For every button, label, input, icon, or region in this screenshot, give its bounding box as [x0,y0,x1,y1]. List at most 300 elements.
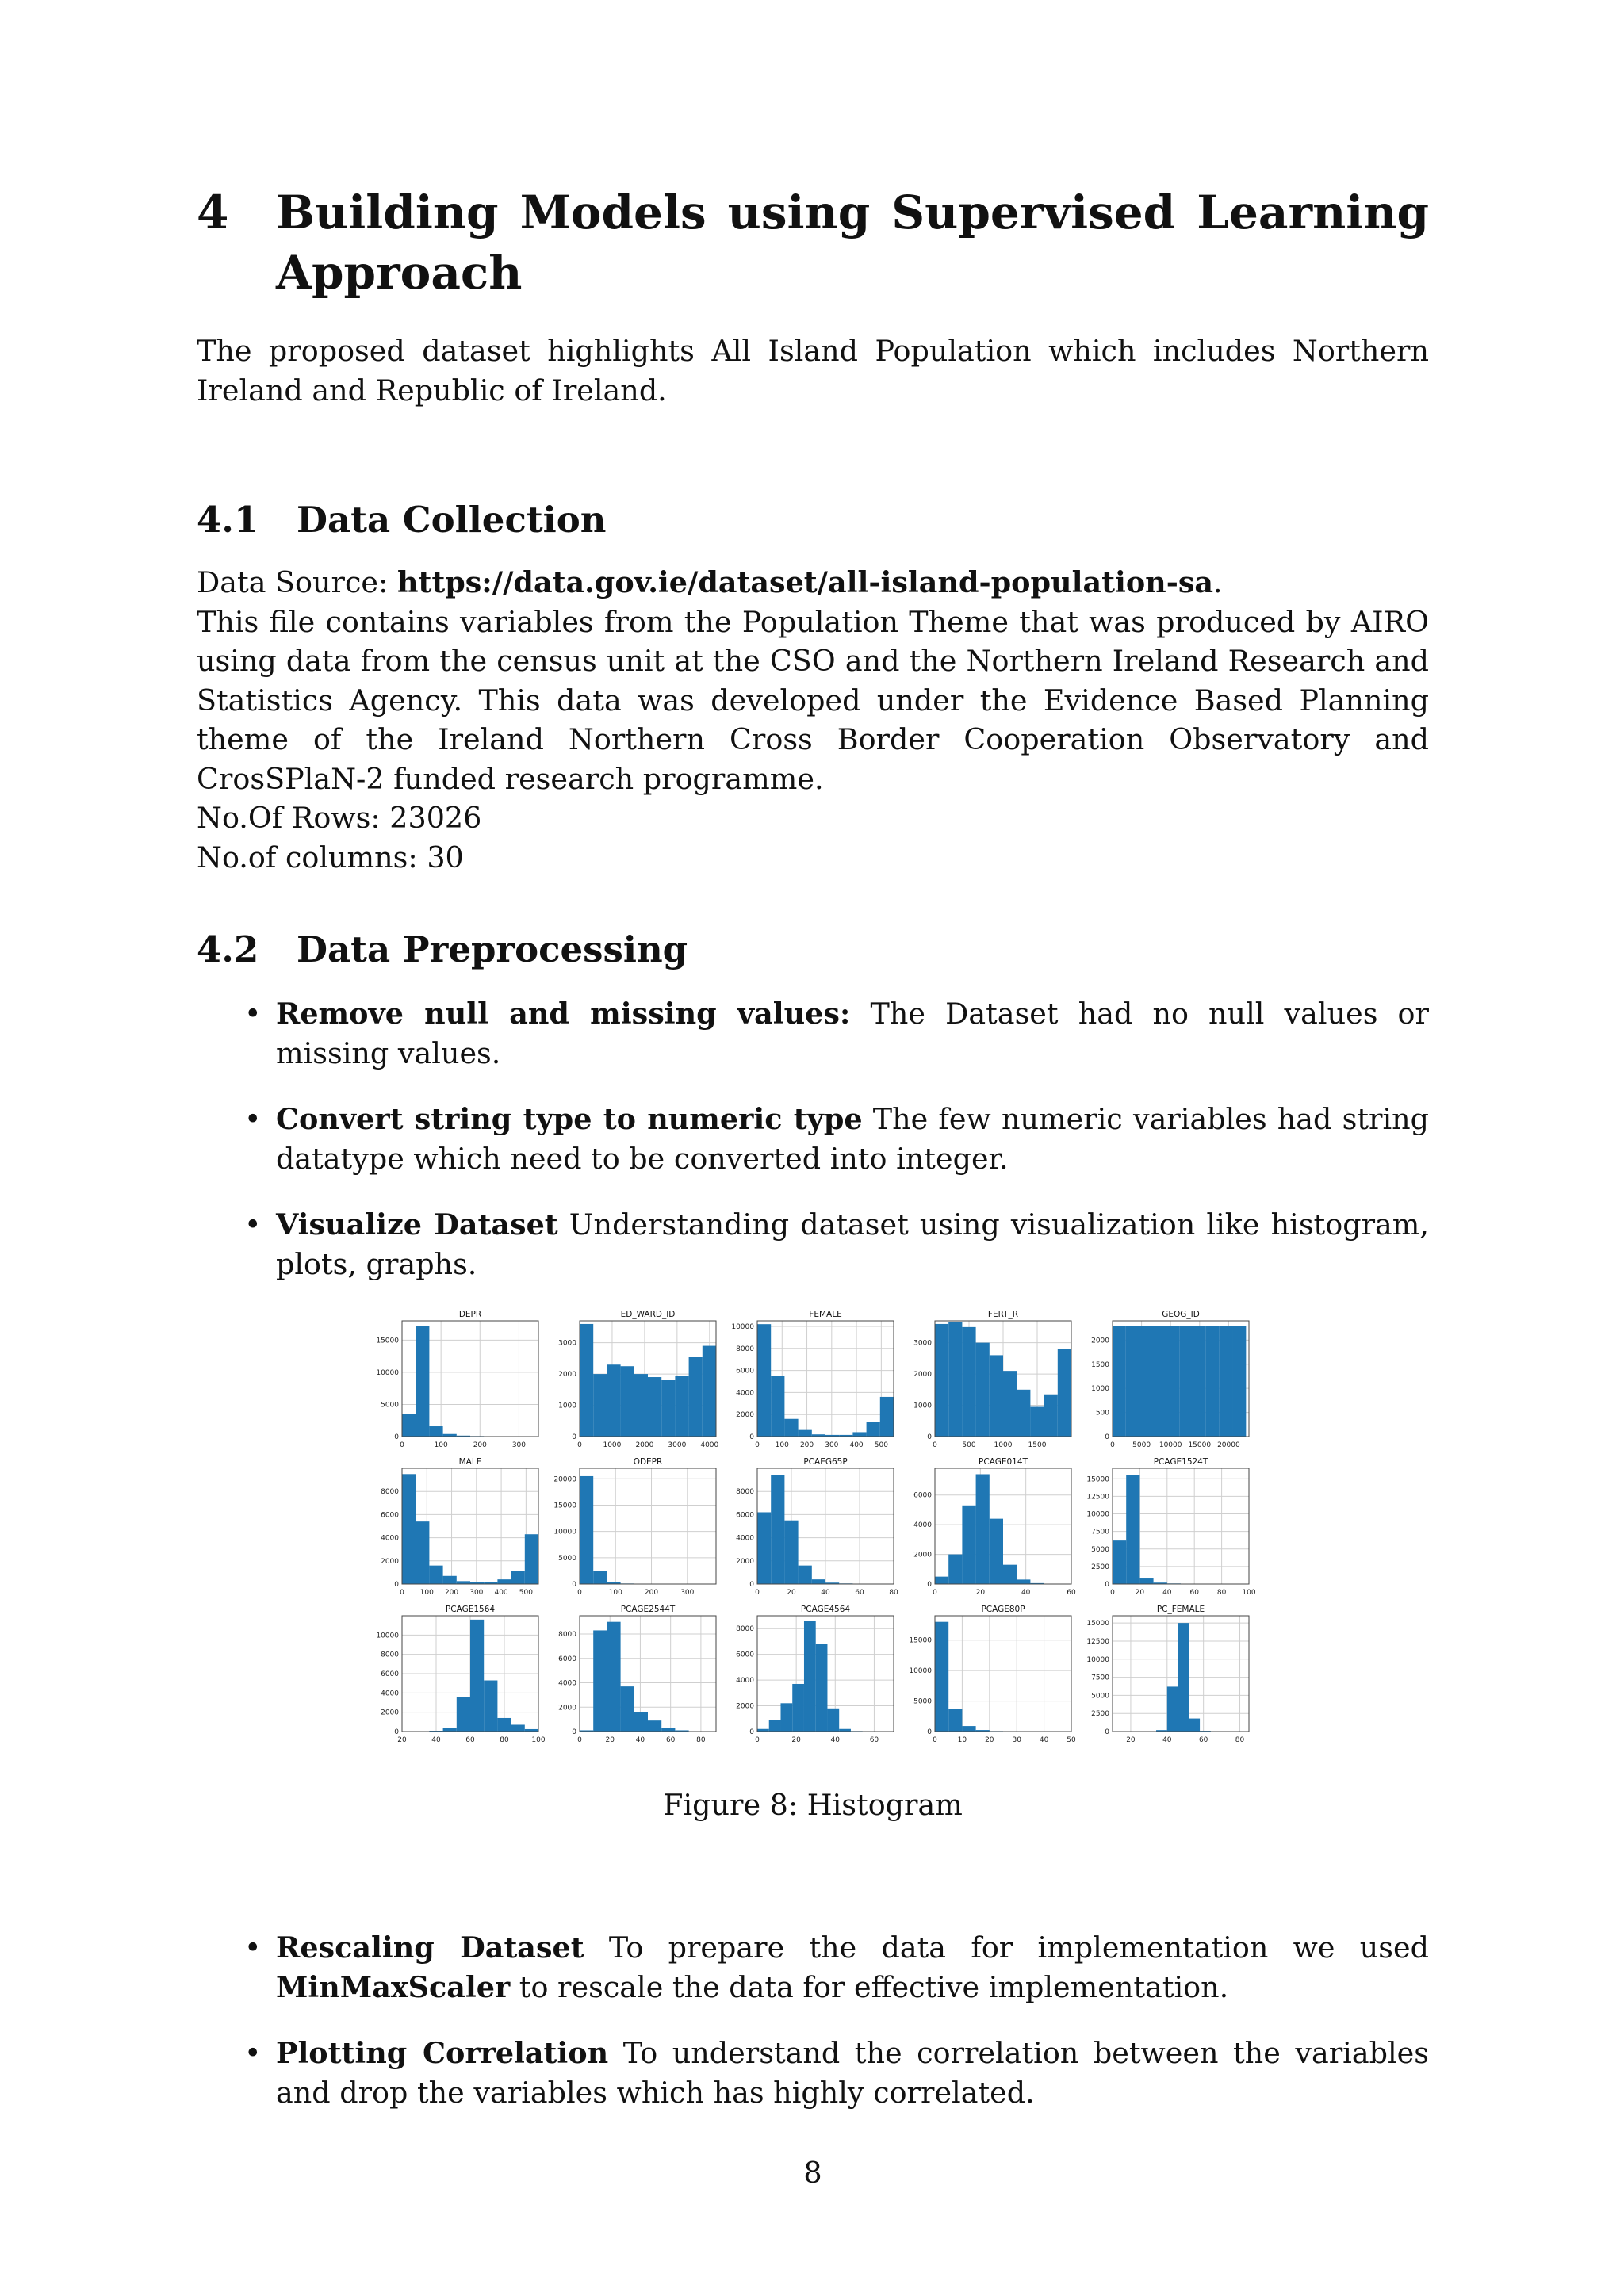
histogram-bar [962,1506,975,1584]
y-tick-label: 0 [1105,1728,1109,1736]
y-tick-label: 6000 [736,1651,754,1659]
histogram-bar [1167,1686,1178,1732]
histogram-bar [511,1724,525,1732]
y-tick-label: 8000 [736,1625,754,1634]
histogram-bar [607,1622,620,1732]
histogram-bar [880,1397,894,1437]
histogram-grid [367,1307,1255,1751]
histogram-bar [1139,1578,1153,1584]
histogram-bar [621,1366,634,1437]
y-tick-label: 5000 [381,1401,399,1410]
x-tick-label: 20 [975,1589,986,1597]
y-tick-label: 10000 [731,1322,754,1331]
x-tick-label: 20 [791,1736,801,1744]
histogram-bar [429,1426,442,1437]
histogram-bar [661,1728,675,1732]
x-tick-label: 80 [500,1736,509,1744]
y-tick-label: 10000 [909,1667,932,1676]
histogram-pcage80p [909,1605,1076,1744]
y-tick-label: 6000 [914,1491,932,1500]
histogram-bar [634,1712,648,1732]
y-tick-label: 1500 [1091,1360,1109,1369]
x-tick-label: 0 [577,1736,582,1744]
y-tick-label: 12500 [1086,1637,1109,1646]
y-tick-label: 0 [572,1433,576,1441]
chart-title: FERT_R [987,1310,1019,1319]
x-tick-label: 100 [434,1441,448,1449]
histogram-bar [484,1681,497,1732]
x-tick-label: 60 [1189,1589,1199,1597]
x-tick-label: 300 [825,1441,839,1449]
chart-title: GEOG_ID [1162,1310,1200,1319]
histogram-bar [593,1571,607,1584]
y-tick-label: 10000 [1086,1655,1109,1664]
columns-value: 30 [427,840,464,874]
x-tick-label: 200 [444,1589,459,1597]
histogram-bar [580,1324,593,1437]
histogram-bar [661,1380,675,1437]
y-tick-label: 0 [1105,1581,1109,1589]
histogram-pcage1524t [1086,1457,1255,1597]
y-tick-label: 15000 [909,1636,932,1645]
x-tick-label: 40 [635,1736,645,1744]
x-tick-label: 400 [494,1589,508,1597]
y-tick-label: 0 [927,1433,932,1441]
x-tick-label: 2000 [635,1441,654,1449]
histogram-bar [457,1697,470,1732]
histogram-bar [1193,1326,1206,1437]
subsection-title: Data Collection [297,499,607,541]
y-tick-label: 4000 [914,1521,932,1530]
histogram-bar [799,1430,812,1437]
y-tick-label: 2500 [1091,1563,1109,1571]
y-tick-label: 6000 [381,1670,399,1678]
x-tick-label: 60 [855,1589,864,1597]
chart-title: ED_WARD_ID [620,1310,676,1319]
x-tick-label: 0 [577,1589,582,1597]
rows-label: No.Of Rows: [197,801,381,835]
y-tick-label: 10000 [1086,1510,1109,1519]
bullet-icon: • [244,1207,262,1242]
y-tick-label: 7500 [1091,1528,1109,1536]
y-tick-label: 2000 [914,1371,932,1380]
histogram-pcage1564 [376,1605,545,1744]
x-tick-label: 40 [1039,1736,1049,1744]
x-tick-label: 60 [1198,1736,1208,1744]
bullet-icon: • [244,997,262,1031]
y-tick-label: 2000 [736,1702,754,1711]
y-tick-label: 8000 [558,1631,576,1640]
y-tick-label: 2000 [914,1551,932,1559]
histogram-bar [1189,1719,1200,1732]
chart-title: MALE [458,1457,482,1467]
bullet-text: Understanding dataset using visualization like histogram, plots, graphs. [276,1207,1429,1281]
x-tick-label: 60 [665,1736,676,1744]
x-tick-label: 1500 [1028,1441,1047,1449]
histogram-bar [1113,1540,1126,1584]
subsection-number: 4.2 [197,928,259,970]
x-tick-label: 10000 [1159,1441,1182,1449]
bullet-text: To prepare the data for implementation we used [584,1931,1429,1965]
x-tick-label: 15000 [1188,1441,1212,1449]
source-label: Data Source: [197,565,389,599]
x-tick-label: 0 [400,1589,404,1597]
y-tick-label: 8000 [736,1488,754,1497]
histogram-pc-female [1086,1605,1249,1744]
histogram-bar [402,1474,416,1584]
y-tick-label: 2000 [558,1704,576,1712]
y-tick-label: 8000 [381,1488,399,1497]
y-tick-label: 5000 [1091,1692,1109,1701]
histogram-bar [429,1566,442,1584]
histogram-bar [757,1512,771,1584]
histogram-bar [416,1326,429,1437]
y-tick-label: 2500 [1091,1710,1109,1719]
y-tick-label: 10000 [553,1528,576,1536]
histogram-bar [935,1577,948,1584]
histogram-bar [648,1377,661,1437]
y-tick-label: 1000 [558,1402,576,1410]
bullet-text: To understand the correlation between the variables and drop the variables which has highly correlated. [276,2036,1429,2110]
dataset-description: This file contains variables from the Population Theme that was produced by AIRO using data from the census unit at the CSO and the Northern Ireland Research and Statistics Agency. This data was developed under the Evidence Based Planning theme of the Ireland Northern Cross Border Cooperation Observatory and CrosSPlaN-2 funded research programme. [197,604,1429,796]
x-tick-label: 0 [933,1589,937,1597]
histogram-male [381,1457,538,1597]
histogram-bar [1017,1390,1030,1437]
x-tick-label: 20 [1135,1589,1145,1597]
histogram-bar [1113,1326,1126,1437]
x-tick-label: 300 [680,1589,695,1597]
x-tick-label: 4000 [700,1441,719,1449]
x-tick-label: 0 [1110,1589,1115,1597]
histogram-bar [634,1374,648,1437]
histogram-bar [457,1581,470,1584]
chart-title: FEMALE [809,1310,842,1319]
y-tick-label: 5000 [558,1554,576,1563]
histogram-bar [784,1419,798,1437]
histogram-bar [1206,1326,1220,1437]
section-title: Building Models using Supervised Learning Approach [276,186,1429,300]
histogram-bar [593,1374,607,1437]
y-tick-label: 15000 [1086,1620,1109,1628]
histogram-bar [935,1324,948,1437]
histogram-bar [816,1644,828,1732]
x-tick-label: 500 [519,1589,533,1597]
y-tick-label: 8000 [736,1345,754,1353]
y-tick-label: 2000 [1091,1337,1109,1345]
histogram-geog-id [1091,1310,1249,1449]
histogram-bar [799,1566,812,1584]
y-tick-label: 3000 [558,1339,576,1348]
histogram-odepr [553,1457,716,1597]
y-tick-label: 6000 [558,1655,576,1663]
x-tick-label: 40 [821,1589,830,1597]
bullet-icon: • [244,1931,262,1965]
y-tick-label: 2000 [736,1411,754,1420]
x-tick-label: 40 [1162,1736,1172,1744]
x-tick-label: 500 [962,1441,976,1449]
y-tick-label: 0 [394,1581,399,1589]
histogram-bar [769,1720,781,1732]
bullet-heading: Convert string type to numeric type [276,1102,863,1136]
y-tick-label: 0 [749,1728,754,1736]
histogram-bar [784,1521,798,1584]
y-tick-label: 6000 [381,1511,399,1520]
histogram-bar [1178,1623,1189,1732]
chart-title: PCAGE4564 [800,1605,851,1614]
y-tick-label: 12500 [1086,1493,1109,1502]
histogram-bar [812,1579,825,1584]
y-tick-label: 4000 [381,1534,399,1543]
x-tick-label: 100 [1242,1589,1255,1597]
y-tick-label: 10000 [376,1632,399,1640]
histogram-bar [443,1576,457,1584]
x-tick-label: 20 [1126,1736,1136,1744]
intro-paragraph: The proposed dataset highlights All Island Population which includes Northern Ireland and Republic of Ireland. [197,334,1429,408]
x-tick-label: 0 [755,1736,760,1744]
y-tick-label: 3000 [914,1339,932,1348]
histogram-figure [367,1307,1255,1751]
x-tick-label: 30 [1012,1736,1021,1744]
chart-title: PCAGE2544T [620,1605,676,1614]
chart-title: ODEPR [633,1457,663,1467]
subsection-title: Data Preprocessing [297,928,688,970]
histogram-pcage2544t [558,1605,716,1744]
y-tick-label: 0 [927,1581,932,1589]
x-tick-label: 1000 [994,1441,1013,1449]
x-tick-label: 60 [465,1736,475,1744]
histogram-pcage4564 [736,1605,894,1744]
histogram-bar [1139,1326,1153,1437]
histogram-bar [1017,1579,1030,1584]
histogram-bar [416,1521,429,1584]
histogram-bar [497,1718,511,1732]
x-tick-label: 100 [531,1736,546,1744]
x-tick-label: 500 [874,1441,888,1449]
x-tick-label: 0 [1110,1441,1115,1449]
histogram-bar [703,1346,716,1437]
histogram-bar [990,1355,1003,1437]
histogram-bar [470,1620,484,1732]
y-tick-label: 1000 [914,1402,932,1410]
y-tick-label: 2000 [558,1371,576,1380]
x-tick-label: 0 [400,1441,404,1449]
histogram-pcaeg65p [736,1457,898,1597]
histogram-bar [1030,1407,1044,1437]
figure-caption: Figure 8: Histogram [663,1788,963,1822]
histogram-bar [648,1720,661,1732]
histogram-bar [771,1376,784,1437]
chart-title: PCAEG65P [803,1457,848,1467]
histogram-bar [689,1357,703,1437]
histogram-bar [497,1579,511,1584]
histogram-bar [1153,1326,1166,1437]
histogram-bar [976,1343,990,1437]
histogram-bar [962,1726,975,1732]
histogram-bar [607,1364,620,1437]
histogram-bar [621,1686,634,1732]
histogram-bar [990,1519,1003,1584]
x-tick-label: 40 [1162,1589,1172,1597]
source-url[interactable]: https://data.gov.ie/dataset/all-island-population-sa [396,565,1214,599]
bullet-text: The Dataset had no null values or missing values. [276,997,1429,1070]
data-collection-paragraph: Data Source: https://data.gov.ie/dataset/all-island-population-sa. This file contains variables from the Population Theme that was produced by AIRO using data from the census unit at the CSO and the Northern Ireland Research and Statistics Agency. This data was developed under the Evidence Based Planning theme of the Ireland Northern Cross Border Cooperation Observatory and CrosSPlaN-2 funded research programme. No.Of Rows: 23026 No.of columns: 30 [197,565,1429,874]
histogram-bar [1220,1326,1233,1437]
y-tick-label: 5000 [914,1697,932,1706]
histogram-bar [1126,1475,1139,1584]
x-tick-label: 20 [397,1736,407,1744]
x-tick-label: 80 [1235,1736,1245,1744]
y-tick-label: 4000 [381,1689,399,1698]
histogram-bar [771,1475,784,1584]
histogram-bar [1126,1326,1139,1437]
x-tick-label: 100 [608,1589,622,1597]
histogram-ed-ward-id [558,1310,718,1449]
y-tick-label: 2000 [381,1557,399,1566]
histogram-bar [675,1376,688,1437]
y-tick-label: 2000 [736,1557,754,1566]
x-tick-label: 40 [431,1736,441,1744]
x-tick-label: 0 [577,1441,582,1449]
y-tick-label: 5000 [1091,1545,1109,1554]
bullet-bold-term: MinMaxScaler [276,1969,511,2004]
histogram-depr [376,1310,538,1449]
chart-title: PCAGE1564 [445,1605,496,1614]
histogram-bar [780,1703,792,1732]
bullet-heading: Rescaling Dataset [276,1931,584,1965]
x-tick-label: 20 [787,1589,796,1597]
histogram-bar [948,1322,962,1437]
x-tick-label: 300 [511,1441,527,1449]
x-tick-label: 20000 [1217,1441,1240,1449]
x-tick-label: 1000 [603,1441,622,1449]
histogram-bar [402,1414,416,1437]
y-tick-label: 500 [1095,1409,1109,1418]
histogram-bar [593,1630,607,1732]
histogram-bar [792,1684,804,1732]
histogram-bar [1044,1395,1058,1437]
chart-title: PC_FEMALE [1156,1605,1205,1614]
bullet-heading: Plotting Correlation [276,2036,609,2070]
x-tick-label: 200 [799,1441,814,1449]
histogram-bar [1233,1326,1247,1437]
x-tick-label: 0 [933,1736,937,1744]
y-tick-label: 6000 [736,1511,754,1520]
section-number: 4 [197,186,229,239]
x-tick-label: 3000 [668,1441,687,1449]
y-tick-label: 0 [749,1581,754,1589]
x-tick-label: 10 [957,1736,967,1744]
bullet-heading: Visualize Dataset [276,1207,558,1242]
histogram-bar [976,1474,990,1584]
bullet-icon: • [244,1102,262,1136]
y-tick-label: 10000 [376,1368,399,1377]
x-tick-label: 100 [419,1589,434,1597]
histogram-bar [757,1324,771,1437]
y-tick-label: 20000 [553,1475,576,1484]
chart-title: DEPR [458,1310,482,1319]
x-tick-label: 20 [605,1736,615,1744]
y-tick-label: 15000 [1086,1475,1109,1484]
y-tick-label: 2000 [381,1709,399,1717]
x-tick-label: 0 [933,1441,937,1449]
histogram-bar [1179,1326,1193,1437]
x-tick-label: 60 [869,1736,879,1744]
page-number: 8 [803,2156,822,2190]
y-tick-label: 0 [394,1433,399,1441]
x-tick-label: 400 [849,1441,864,1449]
y-tick-label: 4000 [736,1677,754,1686]
columns-label: No.of columns: [197,840,418,874]
plot-area [580,1468,716,1584]
y-tick-label: 0 [572,1728,576,1736]
y-tick-label: 0 [394,1728,399,1736]
x-tick-label: 50 [1067,1736,1076,1744]
chart-title: PCAGE1524T [1153,1457,1208,1467]
rows-value: 23026 [389,801,482,835]
x-tick-label: 200 [644,1589,659,1597]
histogram-bar [1003,1565,1017,1584]
x-tick-label: 300 [469,1589,484,1597]
bullet-heading: Remove null and missing values: [276,997,851,1031]
y-tick-label: 1000 [1091,1385,1109,1394]
y-tick-label: 4000 [558,1679,576,1688]
x-tick-label: 0 [755,1441,760,1449]
x-tick-label: 5000 [1132,1441,1151,1449]
y-tick-label: 4000 [736,1534,754,1543]
histogram-fert-r [914,1310,1071,1449]
histogram-bar [1166,1326,1179,1437]
histogram-bar [935,1622,948,1732]
histogram-bar [867,1422,880,1437]
histogram-bar [443,1728,457,1732]
x-tick-label: 200 [473,1441,487,1449]
y-tick-label: 0 [572,1581,576,1589]
y-tick-label: 15000 [376,1337,399,1345]
y-tick-label: 7500 [1091,1674,1109,1682]
x-tick-label: 20 [985,1736,994,1744]
histogram-bar [525,1534,538,1584]
y-tick-label: 8000 [381,1651,399,1659]
histogram-bar [948,1555,962,1584]
x-tick-label: 40 [1021,1589,1031,1597]
chart-title: PCAGE80P [981,1605,1025,1614]
subsection-number: 4.1 [197,499,259,541]
histogram-bar [852,1432,866,1437]
histogram-bar [1003,1371,1017,1437]
y-tick-label: 6000 [736,1367,754,1376]
histogram-bar [962,1327,975,1437]
histogram-bar [511,1571,525,1584]
histogram-female [731,1310,894,1449]
y-tick-label: 0 [927,1728,932,1736]
bullet-text: The few numeric variables had string datatype which need to be converted into integer. [276,1102,1429,1176]
x-tick-label: 80 [889,1589,898,1597]
x-tick-label: 60 [1067,1589,1076,1597]
y-tick-label: 0 [749,1433,754,1441]
bullet-text: to rescale the data for effective implementation. [510,1969,1229,2004]
bullet-icon: • [244,2036,262,2070]
y-tick-label: 0 [1105,1433,1109,1441]
chart-title: PCAGE014T [979,1457,1028,1467]
histogram-bar [1058,1349,1071,1437]
histogram-bar [827,1709,839,1732]
histogram-bar [580,1476,593,1584]
histogram-bar [804,1621,816,1732]
x-tick-label: 80 [696,1736,706,1744]
x-tick-label: 40 [830,1736,841,1744]
x-tick-label: 80 [1216,1589,1227,1597]
x-tick-label: 100 [775,1441,789,1449]
